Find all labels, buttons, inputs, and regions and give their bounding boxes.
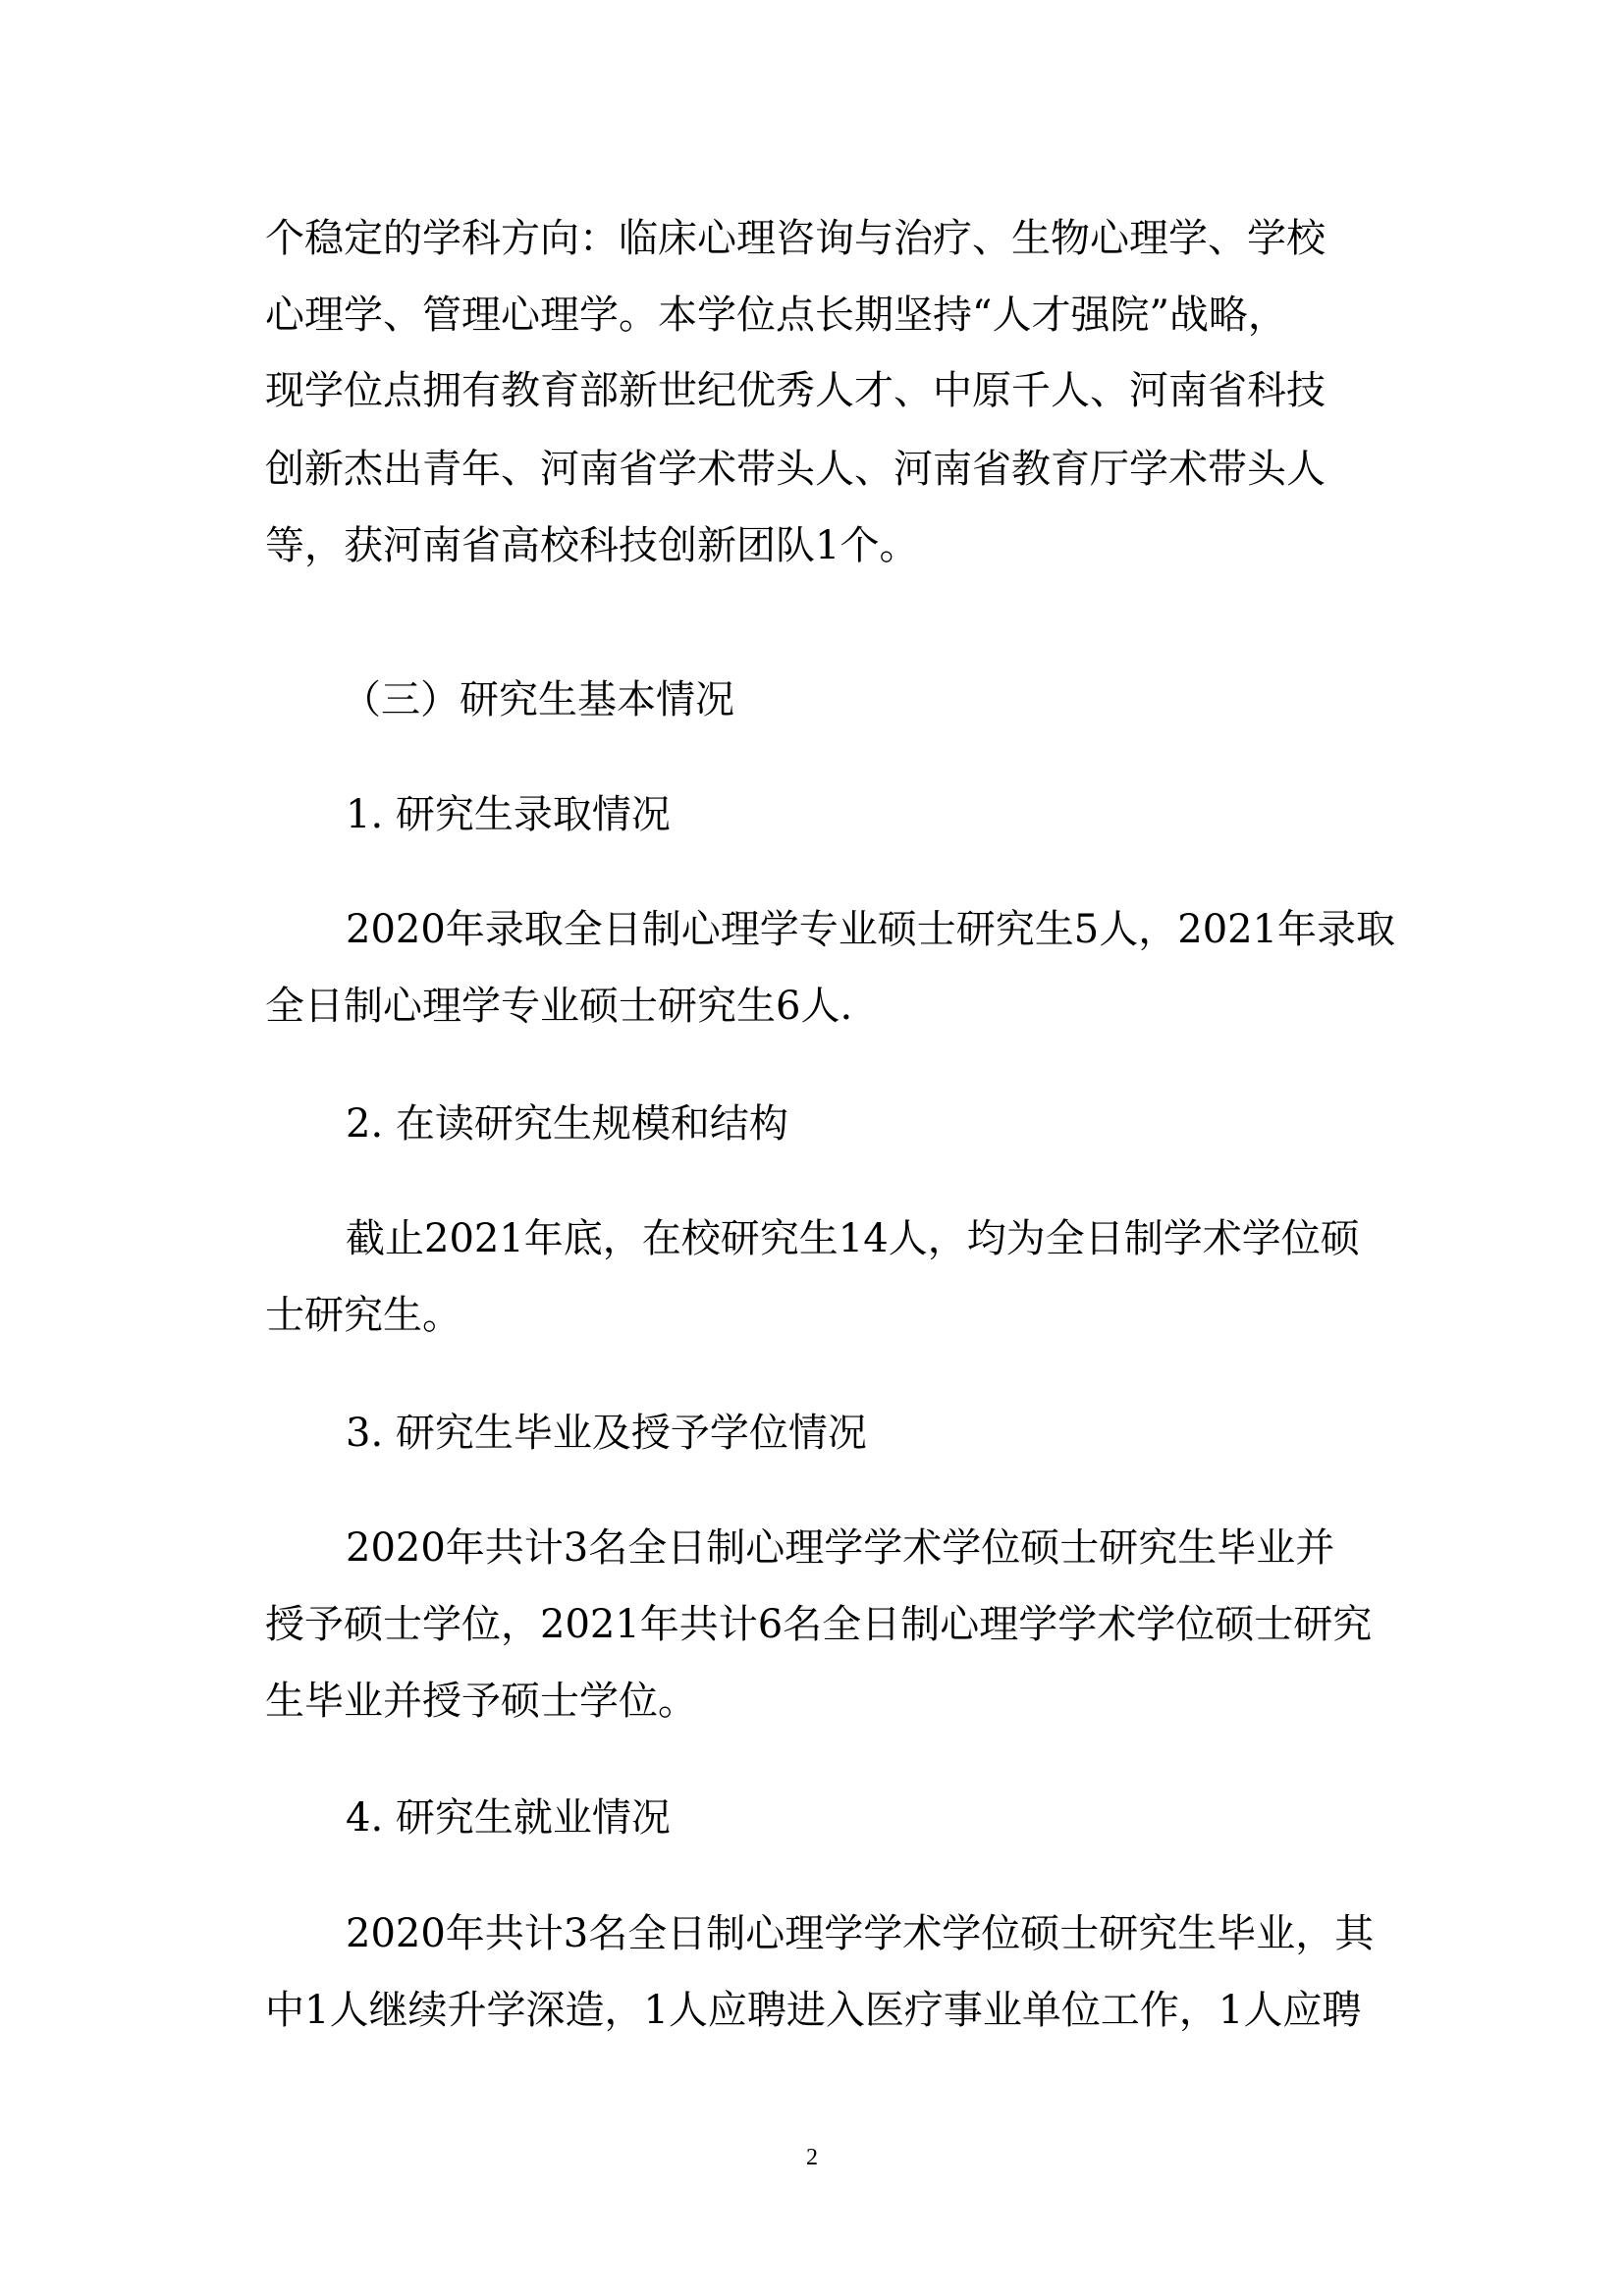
paragraph-line: 创新杰出青年、河南省学术带头人、河南省教育厅学术带头人 <box>265 447 1326 492</box>
subsection-heading: 3. 研究生毕业及授予学位情况 <box>346 1411 867 1456</box>
paragraph-line: 截止2021年底，在校研究生14人，均为全日制学术学位硕 <box>346 1216 1360 1261</box>
page-number: 2 <box>806 2145 818 2170</box>
paragraph-line: 全日制心理学专业硕士研究生6人. <box>265 984 853 1029</box>
paragraph-line: 现学位点拥有教育部新世纪优秀人才、中原千人、河南省科技 <box>265 368 1326 413</box>
paragraph-line: 生毕业并授予硕士学位。 <box>265 1679 697 1724</box>
subsection-heading: 2. 在读研究生规模和结构 <box>346 1101 788 1147</box>
subsection-heading: 1. 研究生录取情况 <box>346 792 671 837</box>
paragraph-line: 等，获河南省高校科技创新团队1个。 <box>265 523 919 568</box>
paragraph-line: 士研究生。 <box>265 1293 461 1338</box>
paragraph-line: 2020年共计3名全日制心理学学术学位硕士研究生毕业并 <box>346 1525 1335 1571</box>
paragraph-line: 中1人继续升学深造，1人应聘进入医疗事业单位工作，1人应聘 <box>265 1988 1362 2033</box>
paragraph-line: 2020年共计3名全日制心理学学术学位硕士研究生毕业，其 <box>346 1911 1375 1956</box>
paragraph-line: 2020年录取全日制心理学专业硕士研究生5人，2021年录取 <box>346 907 1396 952</box>
paragraph-line: 心理学、管理心理学。本学位点长期坚持“人才强院”战略， <box>265 293 1287 338</box>
paragraph-line: 个稳定的学科方向：临床心理咨询与治疗、生物心理学、学校 <box>265 216 1326 261</box>
subsection-heading: 4. 研究生就业情况 <box>346 1795 671 1841</box>
paragraph-line: 授予硕士学位，2021年共计6名全日制心理学学术学位硕士研究 <box>265 1602 1373 1647</box>
section-heading: （三）研究生基本情况 <box>342 677 734 722</box>
